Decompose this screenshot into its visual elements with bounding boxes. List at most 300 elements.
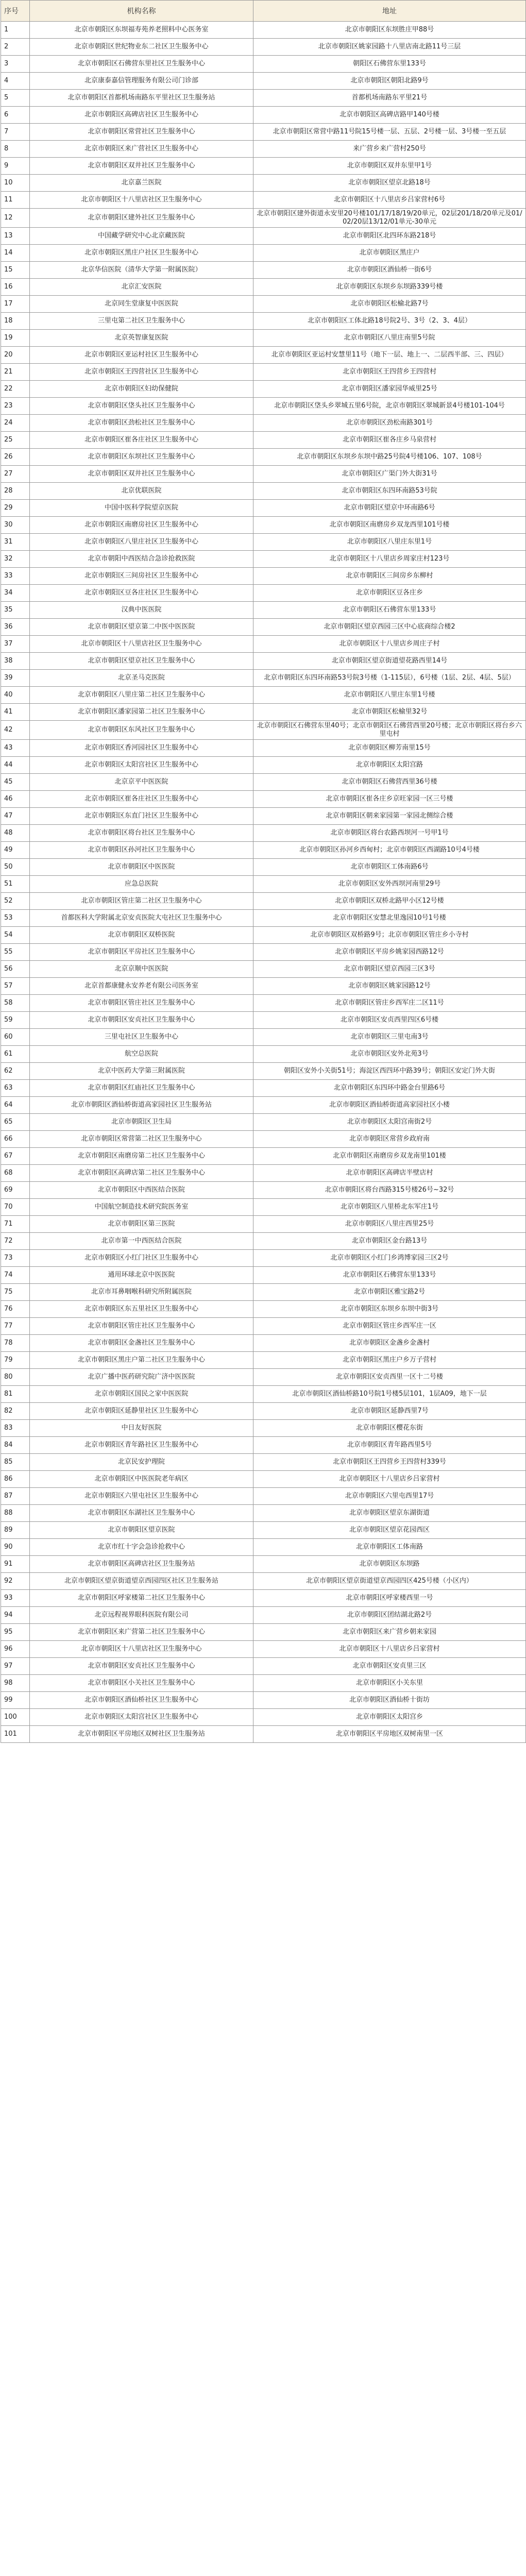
- institution-name: 北京市朝阳区建外社区卫生服务中心: [30, 209, 253, 228]
- row-index: 84: [1, 1437, 30, 1454]
- institution-address: 北京市朝阳区双桥路9号；北京市朝阳区管庄乡小寺村: [253, 927, 526, 944]
- institution-address: 北京市朝阳区朝阳北路9号: [253, 73, 526, 90]
- institution-name: 北京市朝阳区黑庄户第二社区卫生服务中心: [30, 1352, 253, 1369]
- table-row: [1, 961, 526, 978]
- institution-name: 北京市朝阳区东湖社区卫生服务中心: [30, 1505, 253, 1522]
- row-index: 43: [1, 740, 30, 757]
- header-index: 序号: [1, 1, 30, 22]
- institution-address: 北京市朝阳区八里庄东里1号: [253, 534, 526, 551]
- institution-name: 北京优联医院: [30, 483, 253, 500]
- table-row: [1, 791, 526, 808]
- table-row: [1, 1114, 526, 1131]
- institution-name: 北京市朝阳区垡头社区卫生服务中心: [30, 398, 253, 415]
- institution-name: 北京市朝阳区高碑店社区卫生服务中心: [30, 107, 253, 124]
- institution-name: 北京同生堂康复中医医院: [30, 296, 253, 313]
- institution-address: 北京市朝阳区八里桥北东军庄1号: [253, 1199, 526, 1216]
- table-row: [1, 90, 526, 107]
- table-row: [1, 1692, 526, 1709]
- institution-address: 北京市朝阳区三里屯南3号: [253, 1029, 526, 1046]
- institution-address: 北京市朝阳区八里庄南里5号院: [253, 330, 526, 347]
- institution-name: 三里屯第二社区卫生服务中心: [30, 313, 253, 330]
- institution-address: 北京市朝阳区王四营乡王四营村339号: [253, 1454, 526, 1471]
- table-row: [1, 1267, 526, 1284]
- institution-address: 北京市朝阳区松榆里32号: [253, 704, 526, 721]
- institution-name: 北京市朝阳区东五里社区卫生服务中心: [30, 1301, 253, 1318]
- table-row: [1, 1012, 526, 1029]
- table-row: [1, 893, 526, 910]
- row-index: 13: [1, 228, 30, 245]
- row-index: 1: [1, 22, 30, 39]
- row-index: 85: [1, 1454, 30, 1471]
- institution-address: 北京市朝阳区延静西里7号: [253, 1403, 526, 1420]
- institution-address: 北京市朝阳区望京西园三区中心底商综合楼2: [253, 619, 526, 636]
- table-row: [1, 192, 526, 209]
- table-row: [1, 466, 526, 483]
- row-index: 75: [1, 1284, 30, 1301]
- institution-name: 北京市朝阳区十八里店社区卫生服务中心: [30, 1641, 253, 1658]
- row-index: 49: [1, 842, 30, 859]
- institution-address: 北京市朝阳区东坝胜庄甲88号: [253, 22, 526, 39]
- row-index: 3: [1, 56, 30, 73]
- table-row: [1, 1386, 526, 1403]
- row-index: 96: [1, 1641, 30, 1658]
- institution-name: 北京市朝阳区国民之家中医医院: [30, 1386, 253, 1403]
- institution-name: 北京民安护理院: [30, 1454, 253, 1471]
- institution-address: 北京市朝阳区团结湖北路2号: [253, 1607, 526, 1624]
- institution-name: 北京市朝阳区八里庄社区卫生服务中心: [30, 534, 253, 551]
- row-index: 9: [1, 158, 30, 175]
- row-index: 88: [1, 1505, 30, 1522]
- institution-address: 北京市朝阳区三间房乡东柳村: [253, 568, 526, 585]
- institution-address: 北京市朝阳区十八里店乡周庄子村: [253, 636, 526, 653]
- table-row: [1, 1488, 526, 1505]
- row-index: 64: [1, 1097, 30, 1114]
- institution-name: 北京市朝阳区双井社区卫生服务中心: [30, 466, 253, 483]
- row-index: 44: [1, 757, 30, 774]
- row-index: 48: [1, 825, 30, 842]
- institution-name: 北京京平中医医院: [30, 774, 253, 791]
- institution-name: 北京嘉兰医院: [30, 175, 253, 192]
- row-index: 100: [1, 1709, 30, 1726]
- row-index: 53: [1, 910, 30, 927]
- institution-address: 北京市朝阳区金盏乡金盏村: [253, 1335, 526, 1352]
- table-row: [1, 158, 526, 175]
- row-index: 87: [1, 1488, 30, 1505]
- institution-address: 北京市朝阳区雅宝路2号: [253, 1284, 526, 1301]
- institution-name: 北京市朝阳区管庄第二社区卫生服务中心: [30, 893, 253, 910]
- table-row: [1, 653, 526, 670]
- institution-address: 首都机场南路东平里21号: [253, 90, 526, 107]
- institution-address: 北京市朝阳区酒仙桥街道高家园社区小楼: [253, 1097, 526, 1114]
- row-index: 35: [1, 602, 30, 619]
- table-row: [1, 1590, 526, 1607]
- table-row: [1, 1675, 526, 1692]
- row-index: 25: [1, 432, 30, 449]
- table-row: [1, 944, 526, 961]
- row-index: 66: [1, 1131, 30, 1148]
- row-index: 94: [1, 1607, 30, 1624]
- row-index: 33: [1, 568, 30, 585]
- row-index: 73: [1, 1250, 30, 1267]
- institution-name: 北京中医药大学第三附属医院: [30, 1063, 253, 1080]
- table-row: [1, 721, 526, 740]
- table-row: [1, 1403, 526, 1420]
- row-index: 46: [1, 791, 30, 808]
- row-index: 89: [1, 1522, 30, 1539]
- institution-address: 北京市朝阳区高碑店半壁店村: [253, 1165, 526, 1182]
- row-index: 60: [1, 1029, 30, 1046]
- institution-name: 北京市朝阳区劲松社区卫生服务中心: [30, 415, 253, 432]
- table-row: [1, 568, 526, 585]
- row-index: 65: [1, 1114, 30, 1131]
- institution-address: 北京市朝阳区北四环东路218号: [253, 228, 526, 245]
- institution-name: 北京市朝阳区东直门社区卫生服务中心: [30, 808, 253, 825]
- institution-address: 北京市朝阳区姚家园路十八里店南北路11号三层: [253, 39, 526, 56]
- institution-name: 北京市朝阳区东风社区卫生服务中心: [30, 721, 253, 740]
- institution-address: 北京市朝阳区高碑店路甲140号楼: [253, 107, 526, 124]
- row-index: 45: [1, 774, 30, 791]
- row-index: 7: [1, 124, 30, 141]
- institution-address: 北京市朝阳区管庄乡西军庄一区: [253, 1318, 526, 1335]
- institution-address: 北京市朝阳区南磨房乡双龙西里101号楼: [253, 517, 526, 534]
- row-index: 79: [1, 1352, 30, 1369]
- row-index: 68: [1, 1165, 30, 1182]
- table-row: [1, 1369, 526, 1386]
- institution-address: 北京市朝阳区小关东里: [253, 1675, 526, 1692]
- institution-name: 北京广播中医药研究院广济中医医院: [30, 1369, 253, 1386]
- institution-name: 北京汇安医院: [30, 279, 253, 296]
- institution-address: 北京市朝阳区来广营乡朝来家园: [253, 1624, 526, 1641]
- institution-name: 北京市朝阳区青年路社区卫生服务中心: [30, 1437, 253, 1454]
- table-row: [1, 262, 526, 279]
- table-row: [1, 73, 526, 90]
- table-row: [1, 1284, 526, 1301]
- table-row: [1, 1131, 526, 1148]
- row-index: 34: [1, 585, 30, 602]
- institution-address: 北京市朝阳区黑庄户乡万子营村: [253, 1352, 526, 1369]
- table-row: [1, 500, 526, 517]
- table-row: [1, 449, 526, 466]
- institution-address: 北京市朝阳区石佛营东里133号: [253, 602, 526, 619]
- institution-address: 北京市朝阳区松榆北路7号: [253, 296, 526, 313]
- institution-name: 北京市朝阳区东坝福寿苑养老照料中心医务室: [30, 22, 253, 39]
- institution-name: 北京市朝阳区香河园社区卫生服务中心: [30, 740, 253, 757]
- row-index: 47: [1, 808, 30, 825]
- table-row: [1, 1539, 526, 1556]
- row-index: 16: [1, 279, 30, 296]
- row-index: 39: [1, 670, 30, 687]
- institution-address: 北京市朝阳区将台西路315号楼26号~32号: [253, 1182, 526, 1199]
- row-index: 41: [1, 704, 30, 721]
- institution-address: 北京市朝阳区东坝乡东坝中街3号: [253, 1301, 526, 1318]
- institution-name: 北京市耳鼻咽喉科研究所附属医院: [30, 1284, 253, 1301]
- institution-name: 北京市朝阳区管庄社区卫生服务中心: [30, 995, 253, 1012]
- institution-address: 北京市朝阳区平房乡姚家园西路12号: [253, 944, 526, 961]
- row-index: 36: [1, 619, 30, 636]
- institution-address: 北京市朝阳区东四环中路金台里路6号: [253, 1080, 526, 1097]
- table-row: [1, 636, 526, 653]
- table-row: [1, 1233, 526, 1250]
- institution-name: 北京市朝阳区首都机场南路东平里社区卫生服务站: [30, 90, 253, 107]
- institution-name: 北京市朝阳区孙河社区卫生服务中心: [30, 842, 253, 859]
- table-row: [1, 1556, 526, 1573]
- row-index: 67: [1, 1148, 30, 1165]
- row-index: 38: [1, 653, 30, 670]
- institution-address: 北京市朝阳区青年路西里5号: [253, 1437, 526, 1454]
- institution-name: 北京市朝阳区崔各庄社区卫生服务中心: [30, 791, 253, 808]
- institution-name: 通用环球北京中医医院: [30, 1267, 253, 1284]
- row-index: 76: [1, 1301, 30, 1318]
- institution-address: 北京市朝阳区平房地区双树南里一区: [253, 1726, 526, 1743]
- table-row: [1, 687, 526, 704]
- row-index: 72: [1, 1233, 30, 1250]
- institution-address: 北京市朝阳区双桥北路甲小区12号楼: [253, 893, 526, 910]
- row-index: 50: [1, 859, 30, 876]
- row-index: 80: [1, 1369, 30, 1386]
- institution-name: 北京市朝阳区常营第二社区卫生服务中心: [30, 1131, 253, 1148]
- institution-name: 北京市朝阳区卫生局: [30, 1114, 253, 1131]
- institution-name: 北京康泰嘉信管理服务有限公司门诊部: [30, 73, 253, 90]
- table-row: [1, 1029, 526, 1046]
- institution-name: 北京市朝阳区六里屯社区卫生服务中心: [30, 1488, 253, 1505]
- institution-address: 北京市朝阳区太阳宫路: [253, 757, 526, 774]
- institution-name: 北京市朝阳区豆各庄社区卫生服务中心: [30, 585, 253, 602]
- table-row: [1, 910, 526, 927]
- table-row: [1, 517, 526, 534]
- row-index: 54: [1, 927, 30, 944]
- row-index: 52: [1, 893, 30, 910]
- row-index: 78: [1, 1335, 30, 1352]
- row-index: 74: [1, 1267, 30, 1284]
- table-row: [1, 551, 526, 568]
- institution-address: 北京市朝阳区崔各庄乡京旺家园一区三号楼: [253, 791, 526, 808]
- table-row: [1, 927, 526, 944]
- institution-name: 北京市朝阳区十八里店社区卫生服务中心: [30, 192, 253, 209]
- table-row: [1, 1165, 526, 1182]
- institution-name: 北京市朝阳区红庙社区卫生服务中心: [30, 1080, 253, 1097]
- row-index: 15: [1, 262, 30, 279]
- row-index: 4: [1, 73, 30, 90]
- row-index: 90: [1, 1539, 30, 1556]
- table-row: [1, 313, 526, 330]
- row-index: 22: [1, 381, 30, 398]
- row-index: 19: [1, 330, 30, 347]
- table-row: [1, 995, 526, 1012]
- row-index: 55: [1, 944, 30, 961]
- institution-address: 朝阳区安外小关街51号；海淀区西四环中路39号；朝阳区安定门外大街: [253, 1063, 526, 1080]
- institution-address: 北京市朝阳区安慧北里逸园10号1号楼: [253, 910, 526, 927]
- institution-address: 北京市朝阳区安外北苑3号: [253, 1046, 526, 1063]
- institution-address: 北京市朝阳区十八里店乡吕家营村6号: [253, 192, 526, 209]
- institution-name: 北京市朝阳区中西医结合医院: [30, 1182, 253, 1199]
- institution-address: 北京市朝阳区石佛营东里133号: [253, 1267, 526, 1284]
- table-row: [1, 757, 526, 774]
- row-index: 2: [1, 39, 30, 56]
- institution-name: 北京市朝阳区平房社区卫生服务中心: [30, 944, 253, 961]
- table-row: [1, 1352, 526, 1369]
- institution-address: 北京市朝阳区东坝乡东坝路339号楼: [253, 279, 526, 296]
- row-index: 6: [1, 107, 30, 124]
- institution-address: 北京市朝阳区呼家楼西里一号: [253, 1590, 526, 1607]
- institution-address: 北京市朝阳区酒仙桥十街坊: [253, 1692, 526, 1709]
- institution-address: 北京市朝阳区朝来家园第一家园北侧综合楼: [253, 808, 526, 825]
- table-row: [1, 330, 526, 347]
- institution-address: 北京市朝阳区望京北路18号: [253, 175, 526, 192]
- institution-address: 北京市朝阳区工体南路: [253, 1539, 526, 1556]
- institution-name: 北京首都康健永安养老有限公司医务室: [30, 978, 253, 995]
- row-index: 59: [1, 1012, 30, 1029]
- table-row: [1, 1624, 526, 1641]
- table-row: [1, 1182, 526, 1199]
- table-row: [1, 39, 526, 56]
- institution-name: 北京市朝阳区望京第二中医中医医院: [30, 619, 253, 636]
- institution-name: 北京市朝阳区第三医院: [30, 1216, 253, 1233]
- table-header: [1, 1, 526, 22]
- row-index: 27: [1, 466, 30, 483]
- row-index: 71: [1, 1216, 30, 1233]
- row-index: 10: [1, 175, 30, 192]
- institution-name: 北京市朝阳区高碑店第二社区卫生服务中心: [30, 1165, 253, 1182]
- institution-address: 北京市朝阳区金台路13号: [253, 1233, 526, 1250]
- table-row: [1, 534, 526, 551]
- row-index: 40: [1, 687, 30, 704]
- institution-name: 汉典中医医院: [30, 602, 253, 619]
- institution-name: 北京市红十字会急诊抢救中心: [30, 1539, 253, 1556]
- institution-name: 北京市第一中西医结合医院: [30, 1233, 253, 1250]
- institution-address: 北京市朝阳区管庄乡西军庄二区11号: [253, 995, 526, 1012]
- institution-name: 首都医科大学附属北京安贞医院大屯社区卫生服务中心: [30, 910, 253, 927]
- institution-address: 北京市朝阳区十八里店乡周家庄村123号: [253, 551, 526, 568]
- table-row: [1, 704, 526, 721]
- table-row: [1, 774, 526, 791]
- institution-address: 北京市朝阳区黑庄户: [253, 245, 526, 262]
- institution-name: 北京市朝阳区太阳宫社区卫生服务中心: [30, 1709, 253, 1726]
- institution-name: 北京市朝阳区酒仙桥街道高家园社区卫生服务站: [30, 1097, 253, 1114]
- row-index: 32: [1, 551, 30, 568]
- table-row: [1, 1573, 526, 1590]
- table-row: [1, 483, 526, 500]
- table-row: [1, 808, 526, 825]
- header-address: 地址: [253, 1, 526, 22]
- institution-name: 北京市朝阳区来广营社区卫生服务中心: [30, 141, 253, 158]
- table-row: [1, 825, 526, 842]
- table-row: [1, 1046, 526, 1063]
- table-row: [1, 1097, 526, 1114]
- institution-name: 北京市朝阳区东坝社区卫生服务中心: [30, 449, 253, 466]
- table-row: [1, 1301, 526, 1318]
- table-row: [1, 1148, 526, 1165]
- institution-name: 北京市朝阳区双井社区卫生服务中心: [30, 158, 253, 175]
- table-row: [1, 1420, 526, 1437]
- table-row: [1, 1658, 526, 1675]
- table-row: [1, 1505, 526, 1522]
- row-index: 31: [1, 534, 30, 551]
- institution-name: 三里屯社区卫生服务中心: [30, 1029, 253, 1046]
- institution-name: 北京市朝阳区黑庄户社区卫生服务中心: [30, 245, 253, 262]
- table-body: [1, 22, 526, 1743]
- institution-address: 北京市朝阳区亚运村安慧里11号（地下一层、地上一、二层西半部、三、四层）: [253, 347, 526, 364]
- table-row: [1, 22, 526, 39]
- institution-address: 北京市朝阳区东四环南路53号院3号楼（1-115层），6号楼（1层、2层、4层、5层）: [253, 670, 526, 687]
- institution-name: 北京市朝阳区王四营社区卫生服务中心: [30, 364, 253, 381]
- row-index: 20: [1, 347, 30, 364]
- institution-name: 北京市朝阳区望京街道望京西园四区社区卫生服务站: [30, 1573, 253, 1590]
- institution-address: 北京市朝阳区姚家园路12号: [253, 978, 526, 995]
- row-index: 91: [1, 1556, 30, 1573]
- table-row: [1, 859, 526, 876]
- table-row: [1, 1250, 526, 1267]
- institution-address: 北京市朝阳区望京中环南路6号: [253, 500, 526, 517]
- institution-name: 北京市朝阳区高碑店社区卫生服务站: [30, 1556, 253, 1573]
- institution-address: 来广营乡来广营村250号: [253, 141, 526, 158]
- institution-address: 北京市朝阳区垡头乡翠城五里6号院，北京市朝阳区翠城新景4号楼101-104号: [253, 398, 526, 415]
- institution-table: [1, 0, 526, 1743]
- institution-address: 北京市朝阳区小红门乡鸿博家园三区2号: [253, 1250, 526, 1267]
- institution-name: 北京市朝阳区石佛营东里社区卫生服务中心: [30, 56, 253, 73]
- institution-name: 北京市朝阳区将台社区卫生服务中心: [30, 825, 253, 842]
- institution-address: 北京市朝阳区望京东湖街道: [253, 1505, 526, 1522]
- institution-address: 北京市朝阳区安贞里三区: [253, 1658, 526, 1675]
- table-row: [1, 740, 526, 757]
- table-row: [1, 107, 526, 124]
- institution-address: 北京市朝阳区常营中路11号院15号楼一层、五层、2号楼一层、3号楼一至五层: [253, 124, 526, 141]
- institution-address: 北京市朝阳区工体北路18号院2号、3号（2、3、4层）: [253, 313, 526, 330]
- institution-name: 北京市朝阳区金盏社区卫生服务中心: [30, 1335, 253, 1352]
- table-row: [1, 1199, 526, 1216]
- row-index: 98: [1, 1675, 30, 1692]
- institution-name: 北京市朝阳区妇幼保健院: [30, 381, 253, 398]
- table-row: [1, 1063, 526, 1080]
- table-row: [1, 619, 526, 636]
- table-row: [1, 1607, 526, 1624]
- institution-name: 北京市朝阳区潘家园第二社区卫生服务中心: [30, 704, 253, 721]
- institution-name: 北京市朝阳区平房地区双树社区卫生服务站: [30, 1726, 253, 1743]
- institution-name: 北京市朝阳中西医结合急诊抢救医院: [30, 551, 253, 568]
- row-index: 5: [1, 90, 30, 107]
- row-index: 83: [1, 1420, 30, 1437]
- table-row: [1, 978, 526, 995]
- table-row: [1, 1080, 526, 1097]
- institution-address: 北京市朝阳区望京街道望京西园四区425号楼（小区内）: [253, 1573, 526, 1590]
- institution-address: 北京市朝阳区十八里店乡吕家营村: [253, 1641, 526, 1658]
- institution-address: 北京市朝阳区石佛营西里36号楼: [253, 774, 526, 791]
- institution-name: 北京市朝阳区太阳宫社区卫生服务中心: [30, 757, 253, 774]
- institution-address: 北京市朝阳区太阳宫乡: [253, 1709, 526, 1726]
- header-name: 机构名称: [30, 1, 253, 22]
- institution-name: 北京市朝阳区望京医院: [30, 1522, 253, 1539]
- row-index: 42: [1, 721, 30, 740]
- institution-name: 北京圣马克医院: [30, 670, 253, 687]
- institution-name: 北京市朝阳区南磨房第二社区卫生服务中心: [30, 1148, 253, 1165]
- institution-name: 北京京顺中医医院: [30, 961, 253, 978]
- table-row: [1, 876, 526, 893]
- table-row: [1, 209, 526, 228]
- row-index: 81: [1, 1386, 30, 1403]
- institution-name: 北京市朝阳区南磨房社区卫生服务中心: [30, 517, 253, 534]
- institution-address: 北京市朝阳区望京街道望花路西里14号: [253, 653, 526, 670]
- table-row: [1, 279, 526, 296]
- row-index: 51: [1, 876, 30, 893]
- table-row: [1, 842, 526, 859]
- institution-address: 北京市朝阳区柳芳南里15号: [253, 740, 526, 757]
- row-index: 23: [1, 398, 30, 415]
- row-index: 18: [1, 313, 30, 330]
- institution-name: 北京市朝阳区中医医院: [30, 859, 253, 876]
- institution-name: 北京市朝阳区呼家楼第二社区卫生服务中心: [30, 1590, 253, 1607]
- institution-name: 中国中医科学院望京医院: [30, 500, 253, 517]
- institution-address: 北京市朝阳区八里庄东里1号楼: [253, 687, 526, 704]
- institution-name: 北京市朝阳区中医医院老年病区: [30, 1471, 253, 1488]
